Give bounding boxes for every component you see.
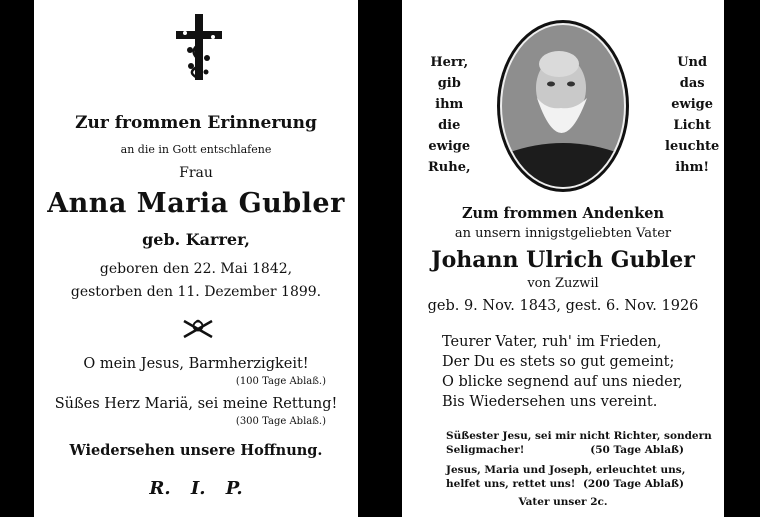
closing: Vater unser 2c. (518, 496, 608, 508)
ornament-icon (180, 317, 216, 341)
poem (442, 332, 683, 412)
verse-line: ewige (671, 97, 714, 112)
hope-line: Wiedersehen unsere Hoffnung. (69, 442, 323, 459)
prayer-2: Süßes Herz Mariä, sei meine Rettung! (54, 396, 338, 412)
verse-line: ewige (428, 139, 471, 154)
verse-line: gib (437, 76, 461, 91)
right-verse (665, 52, 719, 178)
life-dates: geb. 9. Nov. 1843, gest. 6. Nov. 1926 (427, 298, 699, 314)
verse-line: das (679, 76, 705, 91)
prayer-1-line-2: Seligmacher! (446, 444, 525, 456)
poem-line: Teurer Vater, ruh' im Frieden, (442, 334, 662, 350)
prayer-1-note: (100 Tage Ablaß.) (235, 376, 326, 387)
deceased-name: Anna Maria Gubler (47, 188, 345, 219)
cross-icon (174, 14, 224, 80)
memorial-card-right (402, 0, 724, 517)
verse-line: Licht (673, 118, 711, 133)
verse-line: leuchte (665, 139, 720, 154)
verse-line: ihm (435, 97, 464, 112)
left-verse (428, 52, 471, 178)
maiden-name: geb. Karrer, (142, 230, 250, 249)
poem-line: Der Du es stets so gut gemeint; (442, 354, 675, 370)
subheading: an die in Gott entschlafene (120, 143, 272, 156)
prayer-2-line-2: helfet uns, rettet uns! (446, 478, 576, 490)
verse-line: die (438, 118, 461, 133)
heading: Zum frommen Andenken (461, 205, 665, 222)
deceased-name: Johann Ulrich Gubler (431, 247, 695, 273)
verse-line: Und (677, 55, 708, 70)
rip: R. I. P. (149, 478, 243, 499)
poem-line: Bis Wiedersehen uns vereint. (442, 394, 658, 410)
portrait-photo (495, 18, 631, 194)
subheading: an unsern innigstgeliebten Vater (454, 226, 672, 241)
heading: Zur frommen Erinnerung (75, 113, 317, 133)
memorial-card-left (34, 0, 358, 517)
prayer-2-note: (300 Tage Ablaß.) (235, 416, 326, 427)
verse-line: ihm! (675, 160, 710, 175)
prayer-1-line-1: Süßester Jesu, sei mir nicht Richter, sondern (446, 430, 712, 442)
verse-line: Ruhe, (428, 160, 471, 175)
prayer-1-note: (50 Tage Ablaß) (590, 444, 684, 456)
prayer-2-note: (200 Tage Ablaß) (582, 478, 684, 490)
death-date: gestorben den 11. Dezember 1899. (70, 284, 322, 300)
birth-date: geboren den 22. Mai 1842, (99, 261, 293, 277)
verse-line: Herr, (430, 55, 469, 70)
prayer-2-line-1: Jesus, Maria und Joseph, erleuchtet uns, (446, 464, 686, 476)
origin: von Zuzwil (527, 276, 599, 291)
poem-line: O blicke segnend auf uns nieder, (442, 374, 683, 390)
title: Frau (179, 165, 213, 181)
prayer-1: O mein Jesus, Barmherzigkeit! (83, 356, 309, 372)
